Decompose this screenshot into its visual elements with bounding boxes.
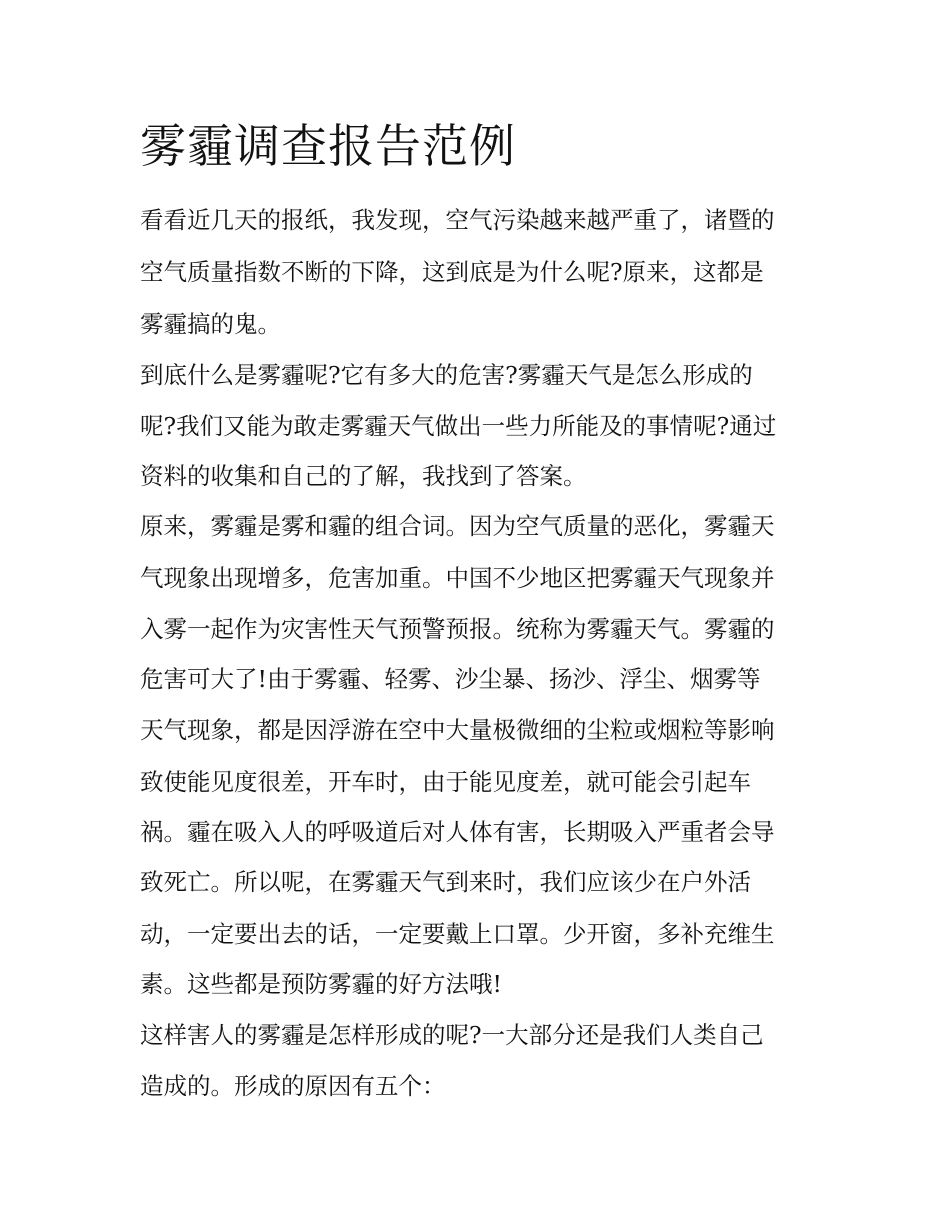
body-line: 呢?我们又能为敢走雾霾天气做出一些力所能及的事情呢?通过 bbox=[140, 412, 777, 440]
body-line: 这样害人的雾霾是怎样形成的呢?一大部分还是我们人类自己 bbox=[140, 1021, 764, 1049]
body-line: 致使能见度很差，开车时，由于能见度差，就可能会引起车 bbox=[140, 768, 751, 796]
document-title: 雾霾调查报告范例 bbox=[140, 119, 516, 173]
body-line: 素。这些都是预防雾霾的好方法哦! bbox=[140, 970, 502, 998]
body-line: 雾霾搞的鬼。 bbox=[140, 310, 281, 338]
body-line: 天气现象，都是因浮游在空中大量极微细的尘粒或烟粒等影响 bbox=[140, 716, 775, 744]
body-line: 气现象出现增多，危害加重。中国不少地区把雾霾天气现象并 bbox=[140, 564, 775, 592]
body-line: 危害可大了!由于雾霾、轻雾、沙尘暴、扬沙、浮尘、烟雾等 bbox=[140, 665, 761, 693]
body-line: 致死亡。所以呢，在雾霾天气到来时，我们应该少在户外活 bbox=[140, 868, 751, 896]
body-line: 祸。霾在吸入人的呼吸道后对人体有害，长期吸入严重者会导 bbox=[140, 818, 775, 846]
body-line: 动，一定要出去的话，一定要戴上口罩。少开窗，多补充维生 bbox=[140, 920, 775, 948]
body-line: 看看近几天的报纸，我发现，空气污染越来越严重了，诸暨的 bbox=[140, 206, 775, 234]
body-line: 原来，雾霾是雾和霾的组合词。因为空气质量的恶化，雾霾天 bbox=[140, 512, 775, 540]
body-line: 到底什么是雾霾呢?它有多大的危害?雾霾天气是怎么形成的 bbox=[140, 361, 753, 389]
body-line: 空气质量指数不断的下降，这到底是为什么呢?原来，这都是 bbox=[140, 258, 764, 286]
body-line: 资料的收集和自己的了解，我找到了答案。 bbox=[140, 462, 587, 490]
body-line: 造成的。形成的原因有五个： bbox=[140, 1072, 446, 1100]
body-line: 入雾一起作为灾害性天气预警预报。统称为雾霾天气。雾霾的 bbox=[140, 615, 775, 643]
